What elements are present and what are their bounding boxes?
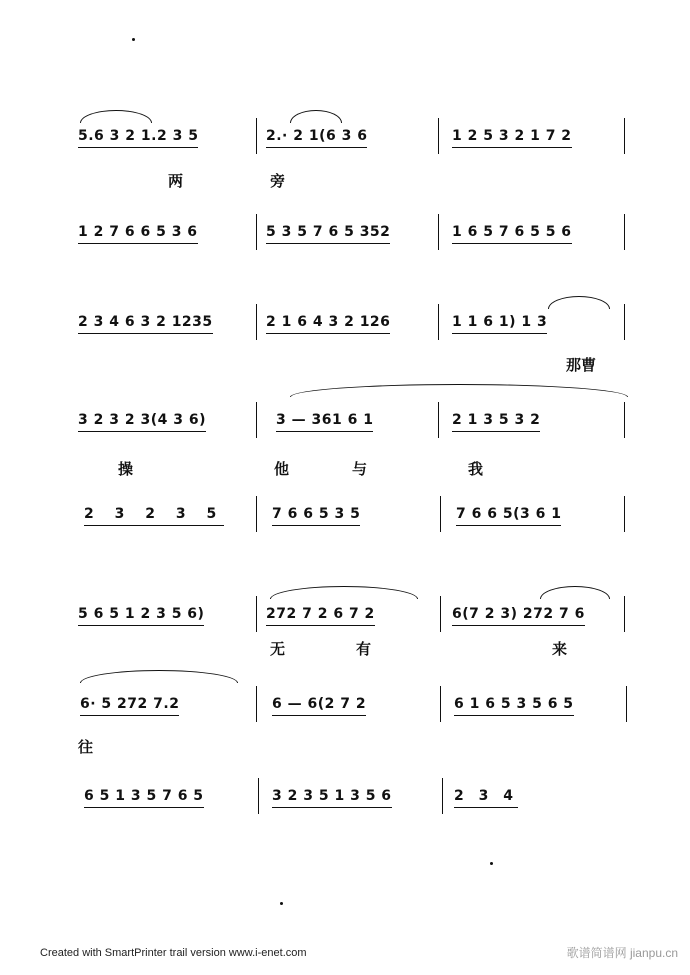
barline: [442, 778, 443, 814]
lyric: 与: [352, 460, 368, 478]
barline: [624, 304, 625, 340]
measure-1: 5 6 5 1 2 3 5 6): [78, 594, 204, 634]
score-system-2: [0, 212, 690, 252]
slur: [80, 670, 238, 683]
barline: [624, 214, 625, 250]
measure-3: 6(7 2 3) 272 7 6: [452, 594, 585, 634]
measure-1: 6· 5 272 7.2: [80, 684, 179, 724]
measure-2: 3 — 361 6 1: [276, 400, 373, 440]
measure-1: 5.6 3 2 1.2 3 5: [78, 116, 198, 156]
lyric: 有: [356, 640, 372, 658]
tie: [548, 296, 610, 309]
barline: [438, 402, 439, 438]
lyric: 两: [168, 172, 184, 190]
measure-1: 6 5 1 3 5 7 6 5: [84, 776, 204, 816]
barline: [438, 304, 439, 340]
barline: [624, 596, 625, 632]
measure-2: 2.· 2 1(6 3 6: [266, 116, 367, 156]
measure-2: 6 — 6(2 7 2: [272, 684, 366, 724]
barline: [624, 118, 625, 154]
tie: [290, 384, 628, 397]
measure-3: 1 2 5 3 2 1 7 2: [452, 116, 572, 156]
lyric: 操: [118, 460, 134, 478]
lyric: 他: [274, 460, 290, 478]
barline: [256, 496, 257, 532]
lyric: 来: [552, 640, 568, 658]
lyric: 旁: [270, 172, 286, 190]
barline: [440, 496, 441, 532]
barline: [438, 214, 439, 250]
measure-3: 1 6 5 7 6 5 5 6: [452, 212, 572, 252]
lyric: 无: [270, 640, 286, 658]
barline: [440, 686, 441, 722]
stray-mark: [280, 902, 283, 905]
measure-3: 2 1 3 5 3 2: [452, 400, 540, 440]
barline: [624, 496, 625, 532]
measure-2: 7 6 6 5 3 5: [272, 494, 360, 534]
lyric: 我: [468, 460, 484, 478]
score-system-4: [0, 400, 690, 440]
measure-2: 2 1 6 4 3 2 126: [266, 302, 390, 342]
barline: [440, 596, 441, 632]
score-system-5: [0, 494, 690, 534]
measure-3: 1 1 6 1) 1 3: [452, 302, 547, 342]
measure-3: 7 6 6 5(3 6 1: [456, 494, 561, 534]
barline: [258, 778, 259, 814]
score-system-7: [0, 684, 690, 724]
barline: [256, 118, 257, 154]
footer-credit: Created with SmartPrinter trail version www.i-enet.com: [40, 947, 307, 959]
lyric: 往: [78, 738, 94, 756]
barline: [256, 214, 257, 250]
barline: [256, 402, 257, 438]
measure-1: 1 2 7 6 6 5 3 6: [78, 212, 198, 252]
score-system-1: [0, 116, 690, 156]
watermark: 歌谱简谱网 jianpu.cn: [566, 946, 678, 960]
measure-2: 272 7 2 6 7 2: [266, 594, 375, 634]
barline: [438, 118, 439, 154]
measure-2: 5 3 5 7 6 5 352: [266, 212, 390, 252]
score-system-8: [0, 776, 690, 816]
measure-2: 3 2 3 5 1 3 5 6: [272, 776, 392, 816]
measure-1: 2 3 2 3 5: [84, 494, 224, 534]
measure-1: 2 3 4 6 3 2 1235: [78, 302, 213, 342]
measure-1: 3 2 3 2 3(4 3 6): [78, 400, 206, 440]
lyric: 那曹: [566, 356, 597, 374]
barline: [256, 304, 257, 340]
barline: [624, 402, 625, 438]
barline: [256, 596, 257, 632]
measure-3: 6 1 6 5 3 5 6 5: [454, 684, 574, 724]
measure-3: 2 3 4: [454, 776, 518, 816]
score-system-6: [0, 594, 690, 634]
barline: [256, 686, 257, 722]
barline: [626, 686, 627, 722]
stray-mark: [132, 38, 135, 41]
stray-mark: [490, 862, 493, 865]
score-system-3: [0, 302, 690, 342]
